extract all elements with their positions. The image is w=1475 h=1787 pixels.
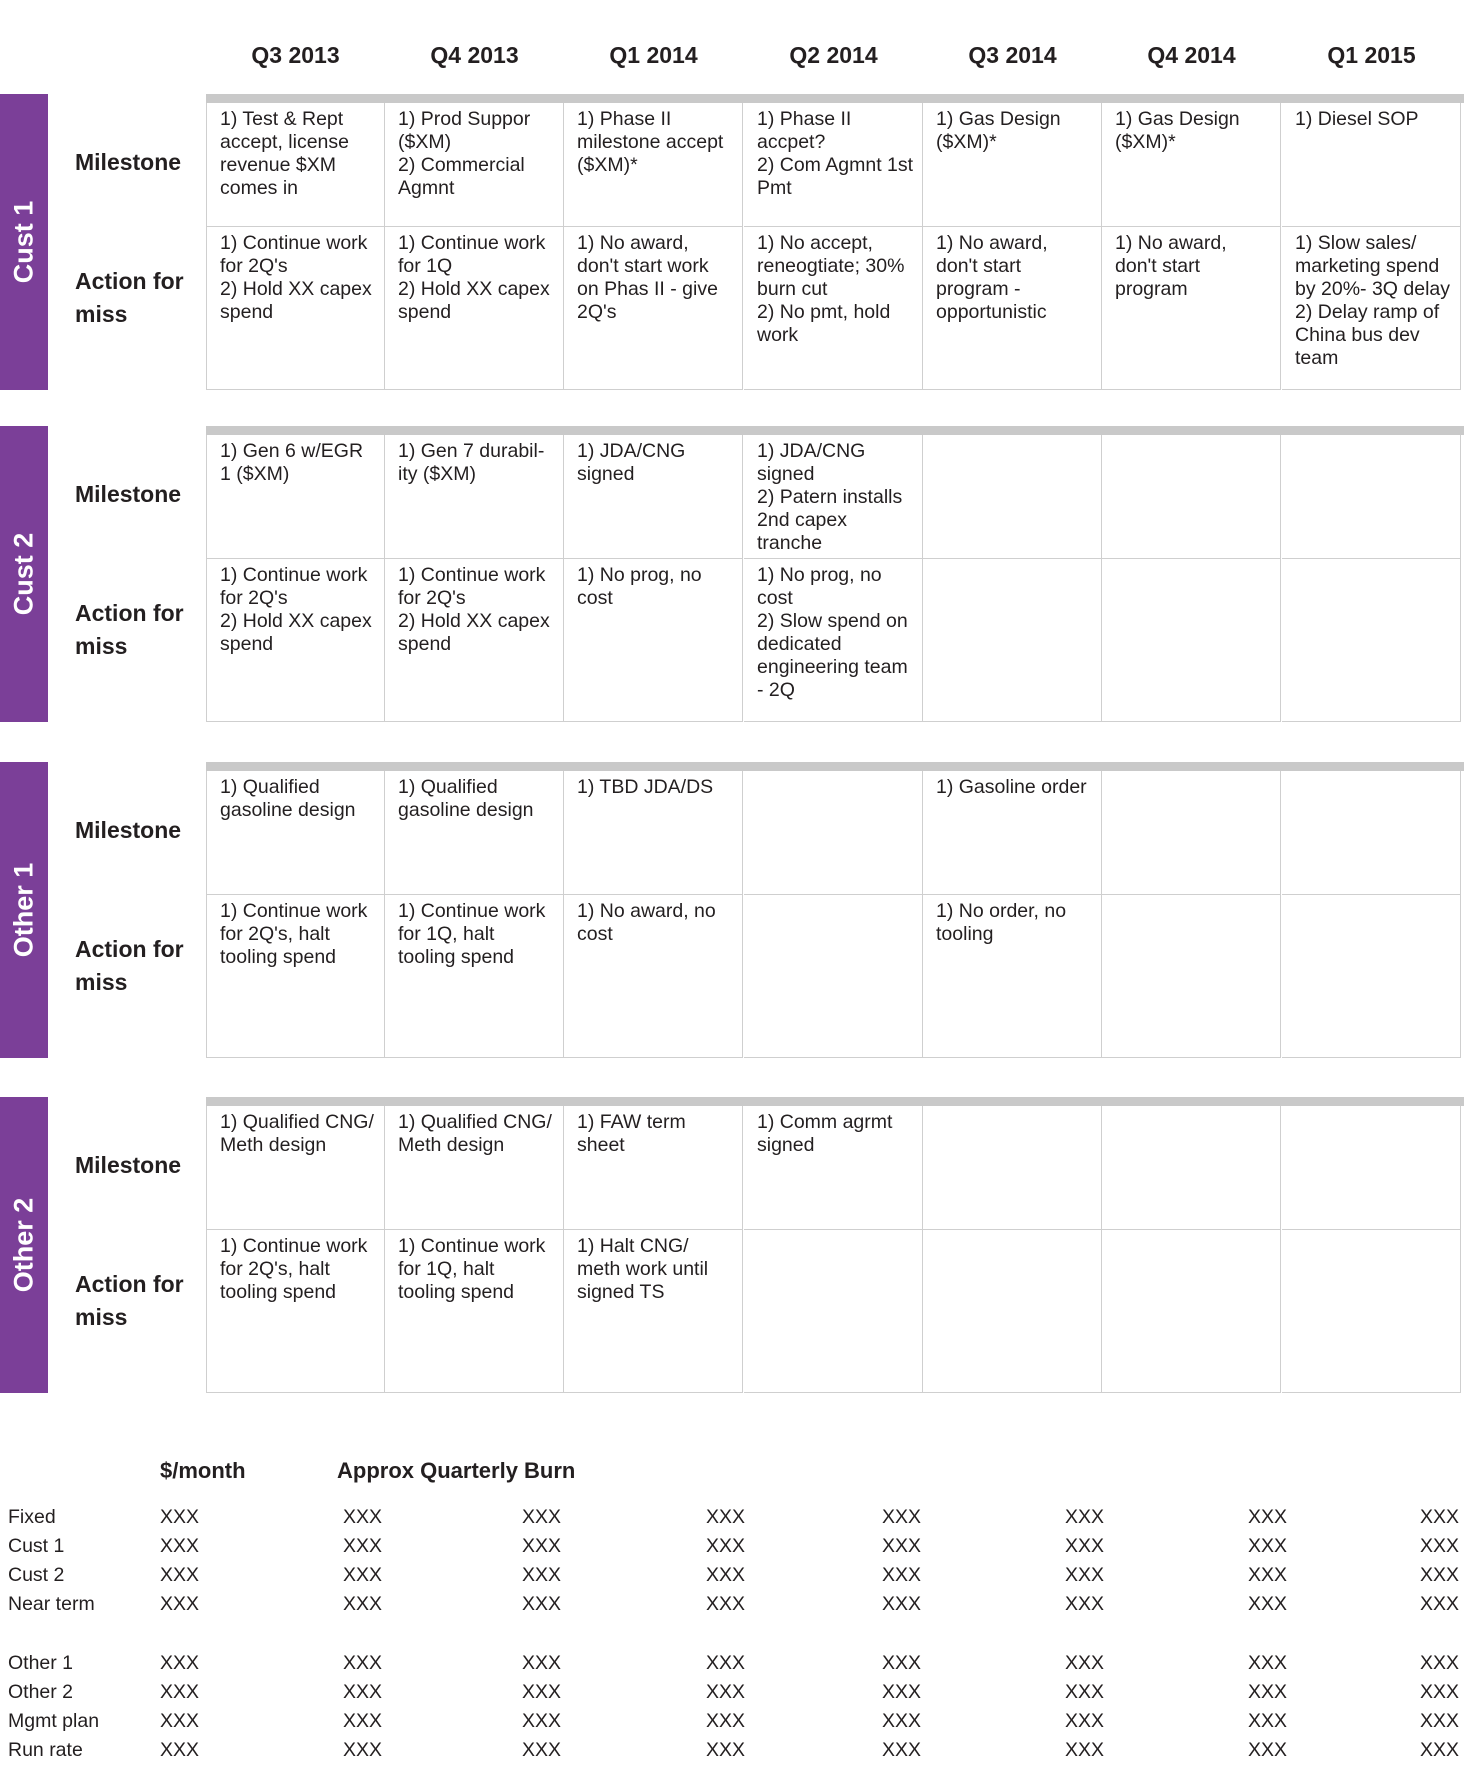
- burn-value: XXX: [1065, 1593, 1105, 1615]
- quarter-grid: [206, 426, 1464, 722]
- action-cell: [1102, 895, 1281, 1058]
- milestone-row-label: Milestone: [75, 1152, 182, 1178]
- grid-header-bar: [206, 94, 1464, 103]
- action-cell: 1) No award, don't start program - opportunistic: [923, 227, 1102, 390]
- burn-value: XXX: [160, 1506, 200, 1528]
- burn-value: XXX: [343, 1652, 383, 1674]
- action-cell: 1) Continue work for 1Q 2) Hold XX capex spend: [385, 227, 564, 390]
- milestone-cell: [1282, 435, 1461, 559]
- milestone-cell: 1) Phase II accpet? 2) Com Agmnt 1st Pmt: [744, 103, 923, 227]
- milestone-cell: 1) JDA/CNG signed 2) Patern installs 2nd capex tranche: [744, 435, 923, 559]
- burn-row: [0, 1710, 1475, 1739]
- quarterly-burn-header: Approx Quarterly Burn: [337, 1458, 576, 1483]
- milestone-row-label: Milestone: [75, 817, 182, 843]
- action-cell: 1) No prog, no cost: [564, 559, 743, 722]
- action-cell: 1) Continue work for 2Q's 2) Hold XX capex spend: [385, 559, 564, 722]
- milestone-cell: 1) Test & Rept accept, license revenue $XM comes in: [206, 103, 385, 227]
- action-cell: [1102, 1230, 1281, 1393]
- burn-row: [0, 1593, 1475, 1622]
- burn-value: XXX: [706, 1564, 746, 1586]
- action-cell: 1) No order, no tooling: [923, 895, 1102, 1058]
- burn-value: XXX: [522, 1739, 562, 1761]
- burn-value: XXX: [1065, 1739, 1105, 1761]
- quarter-header: Q4 2014: [1147, 42, 1236, 68]
- action-cell: 1) Continue work for 2Q's 2) Hold XX capex spend: [206, 559, 385, 722]
- burn-value: XXX: [1420, 1535, 1460, 1557]
- burn-value: XXX: [522, 1652, 562, 1674]
- burn-value: XXX: [1420, 1652, 1460, 1674]
- action-cell: [923, 559, 1102, 722]
- burn-value: XXX: [882, 1593, 922, 1615]
- action-cell: 1) No award, don't start work on Phas II - give 2Q's: [564, 227, 743, 390]
- burn-value: XXX: [882, 1681, 922, 1703]
- burn-value: XXX: [1065, 1652, 1105, 1674]
- burn-value: XXX: [343, 1564, 383, 1586]
- action-cell: 1) Continue work for 1Q, halt tooling spend: [385, 895, 564, 1058]
- action-cell: 1) Halt CNG/ meth work until signed TS: [564, 1230, 743, 1393]
- grid-header-bar: [206, 1097, 1464, 1106]
- milestone-cell: 1) Comm agrmt signed: [744, 1106, 923, 1230]
- burn-row-label: Other 1: [8, 1652, 74, 1674]
- action-cell: [1282, 895, 1461, 1058]
- action-cell: [1282, 1230, 1461, 1393]
- burn-value: XXX: [1420, 1710, 1460, 1732]
- milestone-cell: 1) Prod Suppor ($XM) 2) Commercial Agmnt: [385, 103, 564, 227]
- burn-value: XXX: [882, 1564, 922, 1586]
- burn-value: XXX: [1248, 1652, 1288, 1674]
- burn-value: XXX: [343, 1739, 383, 1761]
- action-row-label: Action for miss: [75, 268, 184, 327]
- burn-value: XXX: [1420, 1681, 1460, 1703]
- burn-value: XXX: [1065, 1564, 1105, 1586]
- burn-value: XXX: [160, 1681, 200, 1703]
- burn-value: XXX: [1065, 1535, 1105, 1557]
- burn-value: XXX: [160, 1652, 200, 1674]
- burn-value: XXX: [706, 1535, 746, 1557]
- burn-value: XXX: [522, 1535, 562, 1557]
- quarter-header: Q3 2014: [968, 42, 1057, 68]
- milestone-cell: 1) Gas Design ($XM)*: [1102, 103, 1281, 227]
- milestone-cell: 1) Gen 6 w/EGR 1 ($XM): [206, 435, 385, 559]
- burn-value: XXX: [706, 1710, 746, 1732]
- milestone-cell: 1) Qualified CNG/ Meth design: [385, 1106, 564, 1230]
- burn-value: XXX: [1248, 1506, 1288, 1528]
- action-cell: 1) No award, no cost: [564, 895, 743, 1058]
- quarter-header: Q4 2013: [430, 42, 519, 68]
- section-band: [0, 1097, 48, 1393]
- action-cell: [923, 1230, 1102, 1393]
- burn-value: XXX: [160, 1535, 200, 1557]
- burn-value: XXX: [160, 1564, 200, 1586]
- action-cell: 1) No accept, reneogtiate; 30% burn cut 2) No pmt, hold work: [744, 227, 923, 390]
- action-row-label: Action for miss: [75, 1271, 184, 1330]
- burn-value: XXX: [882, 1506, 922, 1528]
- action-cell: 1) No award, don't start program: [1102, 227, 1281, 390]
- burn-value: XXX: [522, 1593, 562, 1615]
- burn-value: XXX: [343, 1681, 383, 1703]
- milestone-cell: [1102, 435, 1281, 559]
- burn-row-label: Mgmt plan: [8, 1710, 100, 1732]
- milestone-cell: [744, 771, 923, 895]
- burn-row-label: Run rate: [8, 1739, 83, 1761]
- action-cell: 1) No prog, no cost 2) Slow spend on dedicated engineering team - 2Q: [744, 559, 923, 722]
- section-cust-2: [0, 426, 1475, 722]
- section-band: [0, 762, 48, 1058]
- burn-value: XXX: [343, 1506, 383, 1528]
- section-name: Other 2: [8, 1197, 39, 1293]
- burn-value: XXX: [882, 1535, 922, 1557]
- monthly-header: $/month: [160, 1458, 246, 1483]
- milestone-cell: 1) JDA/CNG signed: [564, 435, 743, 559]
- action-cell: [744, 895, 923, 1058]
- burn-row-label: Fixed: [8, 1506, 56, 1528]
- burn-value: XXX: [1420, 1564, 1460, 1586]
- burn-value: XXX: [706, 1739, 746, 1761]
- burn-row: [0, 1739, 1475, 1768]
- burn-value: XXX: [706, 1681, 746, 1703]
- section-other-1: [0, 762, 1475, 1058]
- burn-value: XXX: [1420, 1506, 1460, 1528]
- section-band: [0, 426, 48, 722]
- milestone-cell: [923, 435, 1102, 559]
- milestone-cell: 1) Qualified gasoline design: [385, 771, 564, 895]
- action-cell: 1) Continue work for 2Q's, halt tooling spend: [206, 895, 385, 1058]
- milestone-cell: 1) Phase II milestone accept ($XM)*: [564, 103, 743, 227]
- section-band: [0, 94, 48, 390]
- action-cell: [1102, 559, 1281, 722]
- burn-row: [0, 1681, 1475, 1710]
- quarter-grid: [206, 762, 1464, 1058]
- section-name: Other 1: [8, 862, 39, 958]
- burn-value: XXX: [706, 1593, 746, 1615]
- action-cell: [744, 1230, 923, 1393]
- burn-value: XXX: [522, 1681, 562, 1703]
- quarter-header: Q3 2013: [251, 42, 340, 68]
- action-row-label: Action for miss: [75, 936, 184, 995]
- action-row-label: Action for miss: [75, 600, 184, 659]
- burn-value: XXX: [1420, 1739, 1460, 1761]
- burn-value: XXX: [160, 1739, 200, 1761]
- burn-value: XXX: [706, 1652, 746, 1674]
- burn-value: XXX: [1420, 1593, 1460, 1615]
- quarter-grid: [206, 1097, 1464, 1393]
- burn-value: XXX: [1248, 1535, 1288, 1557]
- quarter-header: Q1 2014: [609, 42, 698, 68]
- action-cell: 1) Continue work for 1Q, halt tooling spend: [385, 1230, 564, 1393]
- burn-value: XXX: [1248, 1739, 1288, 1761]
- milestone-cell: 1) Gen 7 durabil-ity ($XM): [385, 435, 564, 559]
- milestone-cell: [923, 1106, 1102, 1230]
- burn-value: XXX: [522, 1506, 562, 1528]
- quarter-grid: [206, 94, 1464, 390]
- milestone-cell: [1282, 771, 1461, 895]
- burn-row-label: Cust 1: [8, 1535, 65, 1557]
- burn-value: XXX: [343, 1710, 383, 1732]
- burn-row: [0, 1652, 1475, 1681]
- milestone-row-label: Milestone: [75, 149, 182, 175]
- burn-value: XXX: [1248, 1564, 1288, 1586]
- burn-row-label: Other 2: [8, 1681, 74, 1703]
- quarter-header: Q1 2015: [1327, 42, 1416, 68]
- burn-value: XXX: [1065, 1710, 1105, 1732]
- burn-value: XXX: [882, 1739, 922, 1761]
- burn-value: XXX: [1248, 1710, 1288, 1732]
- milestone-cell: [1102, 771, 1281, 895]
- action-cell: 1) Continue work for 2Q's 2) Hold XX capex spend: [206, 227, 385, 390]
- milestone-cell: 1) TBD JDA/DS: [564, 771, 743, 895]
- action-cell: 1) Slow sales/ marketing spend by 20%- 3Q delay 2) Delay ramp of China bus dev team: [1282, 227, 1461, 390]
- milestone-row-label: Milestone: [75, 481, 182, 507]
- action-cell: 1) Continue work for 2Q's, halt tooling spend: [206, 1230, 385, 1393]
- burn-row: [0, 1564, 1475, 1593]
- burn-value: XXX: [522, 1710, 562, 1732]
- milestone-cell: 1) Gas Design ($XM)*: [923, 103, 1102, 227]
- burn-row-label: Cust 2: [8, 1564, 65, 1586]
- milestone-cell: 1) Qualified CNG/ Meth design: [206, 1106, 385, 1230]
- action-cell: [1282, 559, 1461, 722]
- burn-value: XXX: [160, 1710, 200, 1732]
- burn-value: XXX: [1065, 1506, 1105, 1528]
- burn-value: XXX: [882, 1652, 922, 1674]
- burn-value: XXX: [1248, 1593, 1288, 1615]
- burn-row: [0, 1506, 1475, 1535]
- burn-value: XXX: [1065, 1681, 1105, 1703]
- milestone-cell: 1) Diesel SOP: [1282, 103, 1461, 227]
- milestone-cell: [1102, 1106, 1281, 1230]
- burn-row: [0, 1535, 1475, 1564]
- milestone-cell: 1) Gasoline order: [923, 771, 1102, 895]
- burn-value: XXX: [343, 1593, 383, 1615]
- burn-value: XXX: [706, 1506, 746, 1528]
- section-cust-1: [0, 94, 1475, 390]
- grid-header-bar: [206, 426, 1464, 435]
- milestone-cell: 1) FAW term sheet: [564, 1106, 743, 1230]
- burn-value: XXX: [160, 1593, 200, 1615]
- burn-value: XXX: [882, 1710, 922, 1732]
- burn-value: XXX: [1248, 1681, 1288, 1703]
- quarter-header: Q2 2014: [789, 42, 878, 68]
- burn-value: XXX: [522, 1564, 562, 1586]
- burn-value: XXX: [343, 1535, 383, 1557]
- section-other-2: [0, 1097, 1475, 1393]
- burn-row-label: Near term: [8, 1593, 95, 1615]
- milestone-cell: 1) Qualified gasoline design: [206, 771, 385, 895]
- section-name: Cust 1: [8, 200, 39, 284]
- grid-header-bar: [206, 762, 1464, 771]
- section-name: Cust 2: [8, 532, 39, 616]
- milestone-cell: [1282, 1106, 1461, 1230]
